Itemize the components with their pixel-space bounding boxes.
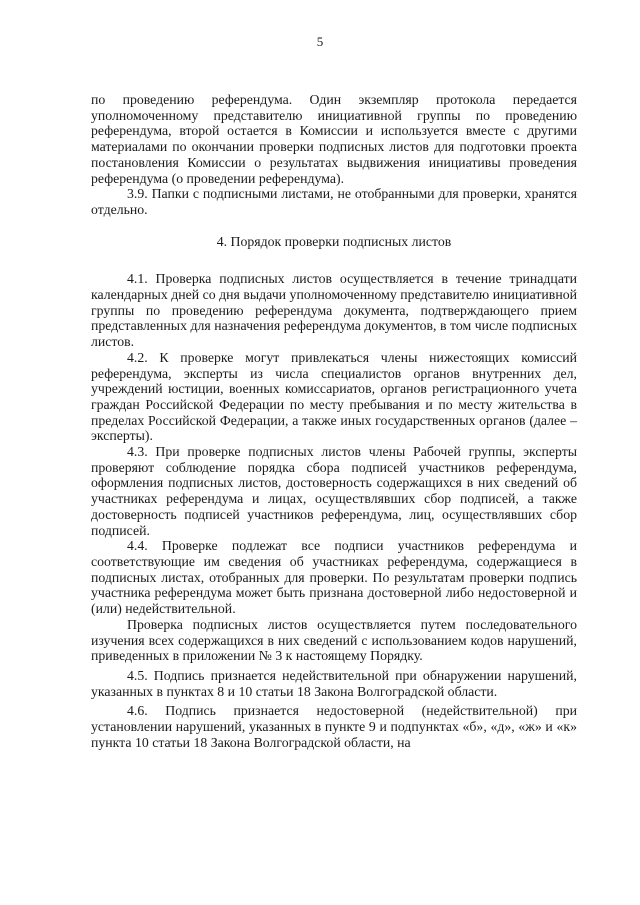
paragraph-4-5: 4.5. Подпись признается недействительной при обнаружении нарушений, указанных в пунктах 8 и 10 статьи 18 Закона Волгоградской области. (91, 667, 577, 699)
paragraph-4-6: 4.6. Подпись признается недостоверной (недействительной) при установлении нарушений, указанных в пункте 9 и подпунктах «б», «д», «ж» и «к» пункта 10 статьи 18 Закона Волгоградской области, на (91, 703, 577, 750)
document-body (91, 92, 577, 750)
paragraph-4-2: 4.2. К проверке могут привлекаться члены нижестоящих комиссий референдума, эксперты из числа специалистов органов внутренних дел, учреждений юстиции, военных комиссариатов, органов регистрационного учета граждан Российской Федерации по месту пребывания и по месту жительства в пределах Российской Федерации, а также иных государственных органов (далее – эксперты). (91, 349, 577, 444)
paragraph-3-9: 3.9. Папки с подписными листами, не отобранными для проверки, хранятся отдельно. (91, 186, 577, 217)
section-heading: 4. Порядок проверки подписных листов (216, 233, 452, 249)
paragraph-4-4: 4.4. Проверке подлежат все подписи участников референдума и соответствующие им сведения об участниках референдума, содержащиеся в подписных листах, отобранных для проверки. По результатам проверки подпись участника референдума может быть признана достоверной либо недостоверной и (или) недействительной. (91, 538, 577, 617)
page-number: 5 (316, 34, 324, 49)
paragraph-4-3: 4.3. При проверке подписных листов члены Рабочей группы, эксперты проверяют соблюдение порядка сбора подписей участников референдума, оформления подписных листов, достоверность содержащихся в них сведений об участниках референдума и лицах, осуществлявших сбор подписей, а также достоверность подписей участников референдума, лиц, осуществлявших сбор подписей. (91, 444, 577, 538)
paragraph-4-1: 4.1. Проверка подписных листов осуществляется в течение тринадцати календарных дней со дня выдачи уполномоченному представителю инициативной группы по проведению референдума документа, подтверждающего прием представленных для назначения референдума документов, в том числе подписных листов. (91, 271, 577, 350)
paragraph-continuation: по проведению референдума. Один экземпляр протокола передается уполномоченному представителю инициативной группы по проведению референдума, второй остается в Комиссии и используется вместе с другими материалами по окончании проверки подписных листов для подготовки проекта постановления Комиссии о результатах выдвижения инициативы проведения референдума (о проведении референдума). (91, 92, 577, 186)
paragraph-4-4-continued: Проверка подписных листов осуществляется путем последовательного изучения всех содержащихся в них сведений с использованием кодов нарушений, приведенных в приложении № 3 к настоящему Порядку. (91, 616, 577, 664)
